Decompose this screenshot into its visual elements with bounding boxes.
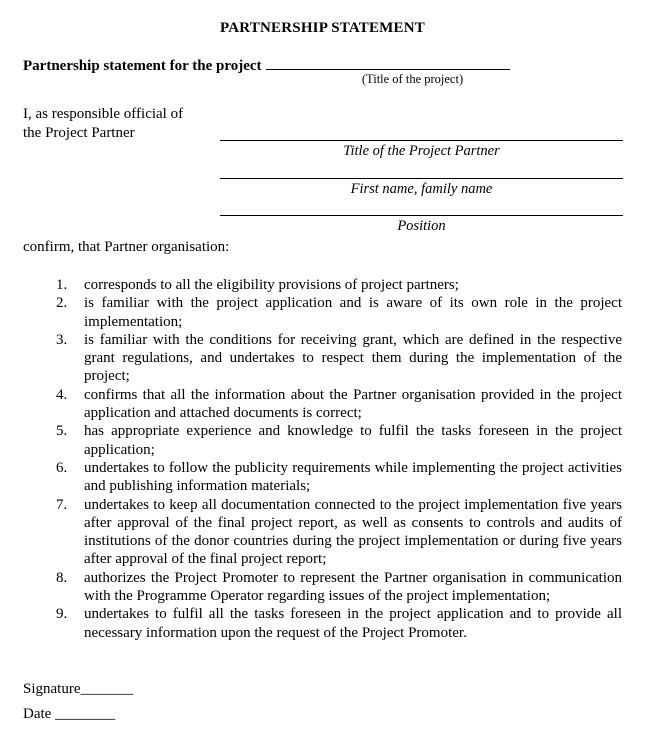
intro-line-2: the Project Partner [23, 125, 135, 141]
list-item-text: is familiar with the project application and is aware of its own role in the project implementation; [84, 295, 622, 330]
list-item-number: 4. [56, 386, 68, 403]
list-item-text: has appropriate experience and knowledge to fulfil the tasks foreseen in the project application; [84, 423, 622, 458]
field-name [220, 178, 623, 198]
field-position-label: Position [397, 218, 446, 234]
date-line[interactable]: Date ________ [23, 706, 116, 722]
field-partner-title [220, 140, 623, 160]
list-item-number: 2. [56, 295, 68, 312]
list-item-text: undertakes to keep all documentation connected to the project implementation five years after approval of the final project report, as well as consents to controls and audits of institutions of the donor countries during the project implementation or during five years after approval of the final project report; [84, 496, 622, 568]
list-item-number: 5. [56, 423, 68, 440]
list-item [56, 569, 622, 606]
document-title: PARTNERSHIP STATEMENT [220, 20, 425, 36]
list-item-text: is familiar with the conditions for receiving grant, which are defined in the respective grant regulations, and undertakes to respect them during the implementation of the project; [84, 331, 622, 385]
list-item [56, 605, 622, 642]
field-position-blank[interactable] [220, 215, 623, 216]
list-item [56, 496, 622, 569]
signature-line[interactable]: Signature_______ [23, 681, 133, 697]
intro-text [23, 105, 223, 143]
project-title-label: Partnership statement for the project [23, 58, 262, 74]
list-item-number: 8. [56, 569, 68, 586]
list-item-text: corresponds to all the eligibility provisions of project partners; [84, 277, 459, 293]
statement-list [56, 276, 622, 642]
list-item-text: authorizes the Project Promoter to represent the Partner organisation in communication with the Programme Operator regarding issues of the project implementation; [84, 569, 622, 605]
list-item [56, 331, 622, 386]
field-partner-title-blank[interactable] [220, 140, 623, 141]
field-partner-title-label: Title of the Project Partner [343, 143, 500, 159]
list-item-number: 7. [56, 496, 68, 513]
list-item-text: undertakes to follow the publicity requirements while implementing the project activities and publishing information materials; [84, 459, 622, 495]
project-title-blank[interactable] [266, 55, 510, 70]
list-item-text: confirms that all the information about the Partner organisation provided in the project application and attached documents is correct; [84, 386, 622, 422]
confirm-text: confirm, that Partner organisation: [23, 239, 230, 255]
field-name-label: First name, family name [350, 181, 493, 197]
list-item-number: 3. [56, 331, 68, 348]
list-item-text: undertakes to fulfil all the tasks foreseen in the project application and to provide all necessary information upon the request of the Project Promoter. [84, 606, 622, 641]
intro-line-1: I, as responsible official of [23, 106, 184, 122]
list-item-number: 1. [56, 277, 68, 293]
list-item [56, 459, 622, 496]
project-title-caption: (Title of the project) [361, 72, 464, 86]
list-item-number: 6. [56, 459, 68, 476]
list-item [56, 294, 622, 331]
list-item [56, 422, 622, 459]
list-item-number: 9. [56, 606, 68, 623]
field-name-blank[interactable] [220, 178, 623, 179]
field-position [220, 215, 623, 235]
list-item [56, 276, 622, 294]
list-item [56, 386, 622, 423]
